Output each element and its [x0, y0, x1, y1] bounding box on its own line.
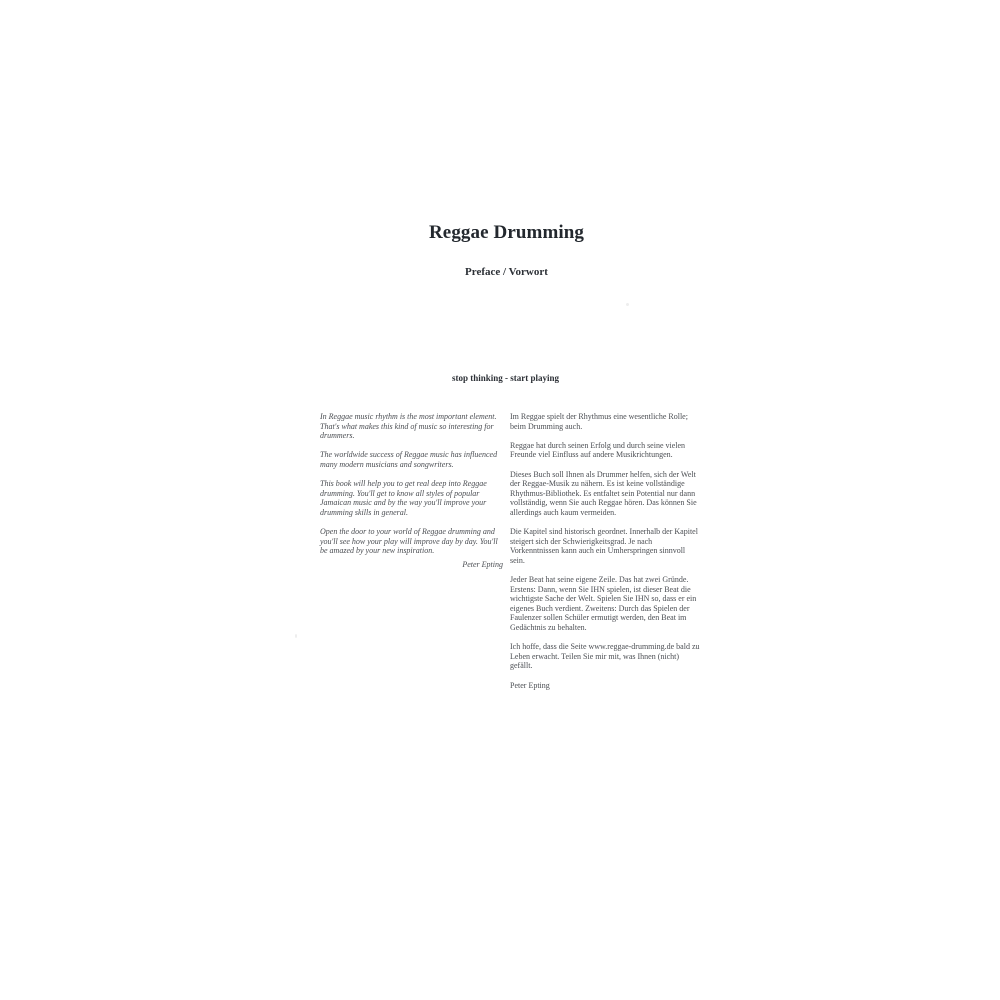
english-signature: Peter Epting	[462, 559, 503, 569]
english-paragraph: This book will help you to get real deep into Reggae drumming. You'll get to know all styles of popular Jamaican music and by the way you'll improve your drumming skills in general.	[320, 479, 487, 517]
german-paragraph: Die Kapitel sind historisch geordnet. Innerhalb der Kapitel steigert sich der Schwierigkeitsgrad. Je nach Vorkenntnissen kann auch ein Umherspringen sinnvoll sein.	[510, 527, 698, 565]
german-paragraph: Jeder Beat hat seine eigene Zeile. Das hat zwei Gründe. Erstens: Dann, wenn Sie IHN spielen, ist dieser Beat die wichtigste Sache der Welt. Spielen Sie IHN so, dass er ein eigenes Buch verdient. Zweitens: Durch das Spielen der Faulenzer sollen Schüler ermutigt werden, den Beat im Gedächtnis zu behalten.	[510, 575, 697, 633]
english-paragraph: The worldwide success of Reggae music has influenced many modern musicians and songwriters.	[320, 450, 498, 469]
german-paragraph: Ich hoffe, dass die Seite www.reggae-drumming.de bald zu Leben erwacht. Teilen Sie mir mit, was Ihnen (nicht) gefällt.	[510, 642, 700, 671]
page-title: Reggae Drumming	[428, 222, 585, 243]
german-paragraph: Reggae hat durch seinen Erfolg und durch seine vielen Freunde viel Einfluss auf andere Musikrichtungen.	[510, 440, 686, 460]
scan-speck	[626, 303, 629, 306]
motto: stop thinking - start playing	[451, 373, 560, 383]
german-paragraph: Im Reggae spielt der Rhythmus eine wesentliche Rolle; beim Drumming auch.	[510, 412, 688, 431]
page-subtitle: Preface / Vorwort	[465, 266, 548, 278]
german-paragraph: Dieses Buch soll Ihnen als Drummer helfen, sich der Welt der Reggae-Musik zu nähern. Es ist keine vollständige Rhythmus-Bibliothek. Es entfaltet sein Potential nur dann vollständig, wenn Sie auch Reggae hören. Das können Sie allerdings auch kaum vermeiden.	[510, 469, 697, 517]
scan-speck	[295, 634, 297, 638]
english-paragraph: In Reggae music rhythm is the most important element. That's what makes this kind of music so interesting for drummers.	[320, 412, 497, 441]
german-preface-column	[510, 412, 700, 700]
german-signature: Peter Epting	[510, 680, 550, 690]
english-preface-column	[320, 412, 503, 579]
english-paragraph: Open the door to your world of Reggae drumming and you'll see how your play will improve day by day. You'll be amazed by your new inspiration.	[320, 527, 498, 556]
